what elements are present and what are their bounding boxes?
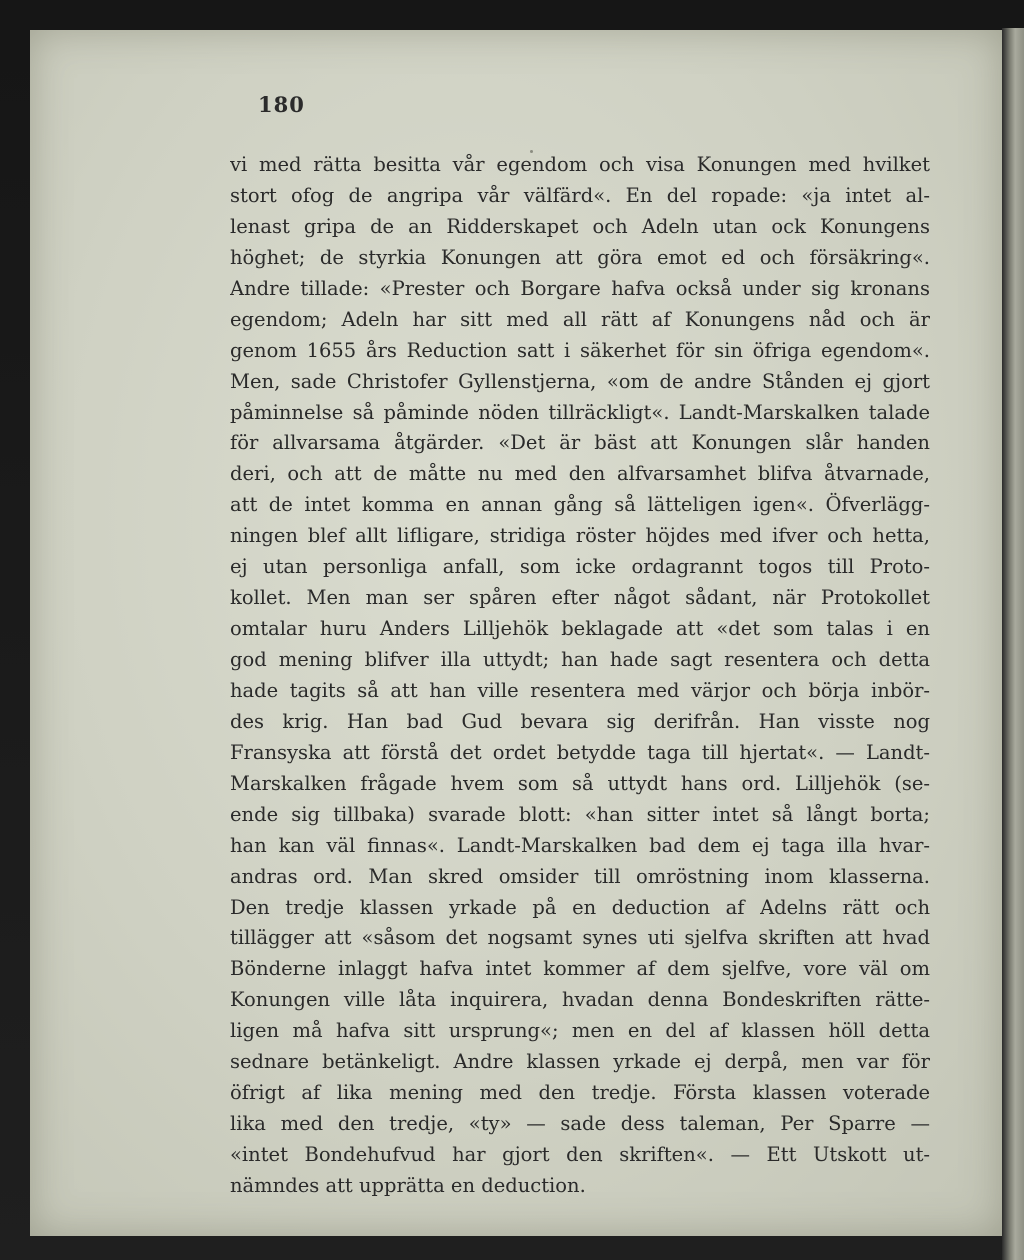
text-line: Bönderne inlaggt hafva intet kommer af dem sjelfve, vore väl om (230, 957, 930, 981)
text-line: ningen blef allt lifligare, stridiga röster höjdes med ifver och hetta, (230, 524, 930, 548)
text-line: omtalar huru Anders Lilljehök beklagade att «det som talas i en (230, 617, 930, 641)
body-text (230, 150, 930, 1202)
text-line: kollet. Men man ser spåren efter något sådant, när Protokollet (230, 586, 930, 610)
text-line: Men, sade Christofer Gyllenstjerna, «om de andre Stånden ej gjort (230, 369, 930, 393)
text-line: Konungen ville låta inquirera, hvadan denna Bondeskriften rätte- (230, 988, 930, 1012)
text-line: genom 1655 års Reduction satt i säkerhet för sin öfriga egendom«. (230, 338, 930, 362)
text-line: Den tredje klassen yrkade på en deduction af Adelns rätt och (230, 895, 930, 919)
text-line: sednare betänkeligt. Andre klassen yrkade ej derpå, men var för (230, 1050, 930, 1074)
text-line: lenast gripa de an Ridderskapet och Adeln utan ock Konungens (230, 214, 930, 238)
text-line: nämndes att upprätta en deduction. (230, 1173, 586, 1197)
text-line: att de intet komma en annan gång så lätteligen igen«. Öfverlägg- (230, 493, 930, 517)
text-line: Andre tillade: «Prester och Borgare hafva också under sig kronans (230, 276, 930, 300)
text-line: ligen må hafva sitt ursprung«; men en del af klassen höll detta (230, 1019, 930, 1043)
page-number: 180 (258, 92, 305, 117)
text-line: han kan väl finnas«. Landt-Marskalken bad dem ej taga illa hvar- (230, 833, 930, 857)
text-line: stort ofog de angripa vår välfärd«. En del ropade: «ja intet al- (230, 183, 930, 207)
text-line: des krig. Han bad Gud bevara sig derifrån. Han visste nog (230, 709, 930, 733)
text-line: för allvarsama åtgärder. «Det är bäst att Konungen slår handen (230, 431, 930, 455)
text-line: andras ord. Man skred omsider till omröstning inom klasserna. (230, 864, 930, 888)
text-line: god mening blifver illa uttydt; han hade sagt resentera och detta (230, 648, 930, 671)
text-line: Marskalken frågade hvem som så uttydt hans ord. Lilljehök (se- (230, 771, 930, 795)
text-line: hade tagits så att han ville resentera med värjor och börja inbör- (230, 678, 930, 702)
text-line: ej utan personliga anfall, som icke ordagrannt togos till Proto- (230, 555, 930, 579)
text-line: egendom; Adeln har sitt med all rätt af Konungens nåd och är (230, 307, 930, 331)
text-line: vi med rätta besitta vår egendom och visa Konungen med hvilket (230, 153, 930, 176)
text-line: höghet; de styrkia Konungen att göra emot ed och försäkring«. (230, 245, 930, 269)
text-line: öfrigt af lika mening med den tredje. Första klassen voterade (230, 1081, 930, 1105)
text-line: «intet Bondehufvud har gjort den skriften«. — Ett Utskott ut- (230, 1143, 930, 1166)
text-line: lika med den tredje, «ty» — sade dess taleman, Per Sparre — (230, 1112, 930, 1136)
text-line: Fransyska att förstå det ordet betydde taga till hjertat«. — Landt- (230, 740, 930, 764)
text-line: påminnelse så påminde nöden tillräckligt«. Landt-Marskalken talade (230, 400, 930, 424)
text-line: tillägger att «såsom det nogsamt synes uti sjelfva skriften att hvad (230, 926, 930, 950)
adjacent-page-edge (1002, 28, 1024, 1260)
text-line: ende sig tillbaka) svarade blott: «han sitter intet så långt borta; (230, 802, 930, 826)
text-line: deri, och att de måtte nu med den alfvarsamhet blifva åtvarnade, (230, 462, 930, 486)
